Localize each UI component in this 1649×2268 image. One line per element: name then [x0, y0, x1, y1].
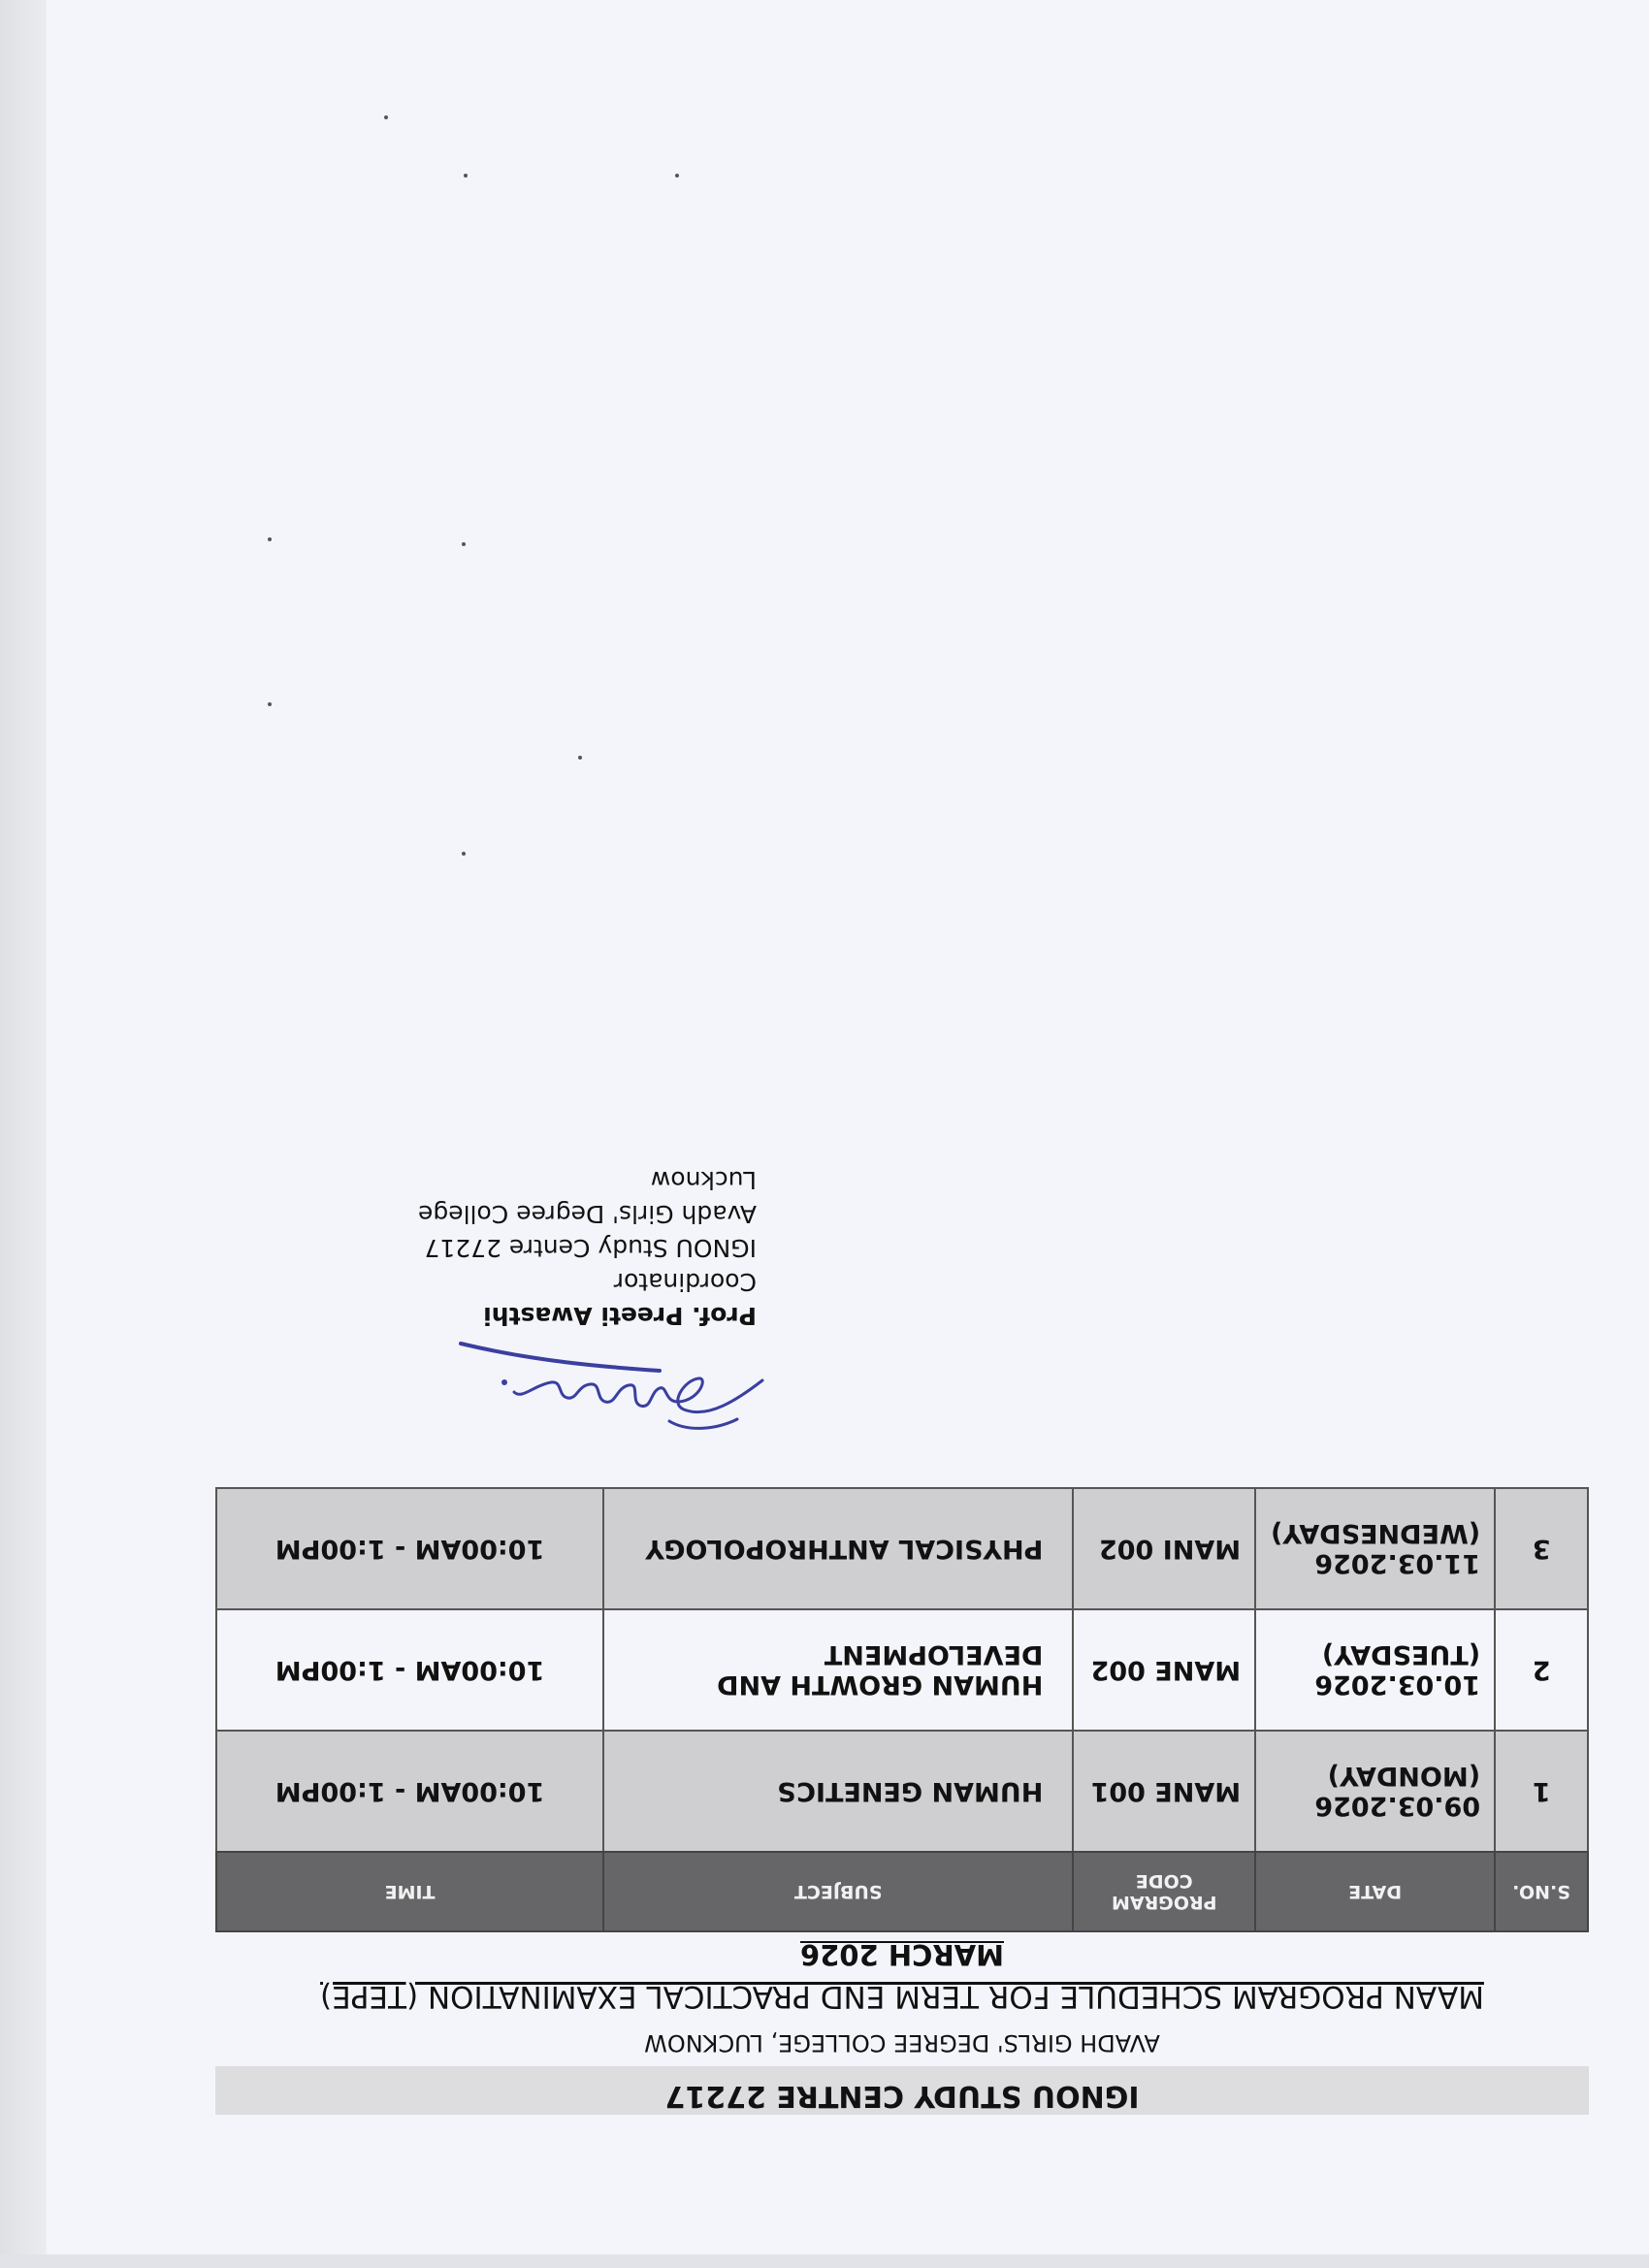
header-time: TIME	[216, 1852, 603, 1931]
exam-schedule-table	[215, 1487, 1589, 1932]
table-row	[216, 1609, 1588, 1731]
scan-speck	[268, 702, 272, 706]
date-value: 09.03.2026	[1314, 1791, 1481, 1822]
header-subject: SUBJECT	[603, 1852, 1073, 1931]
signatory-college: Avadh Girls' Degree College	[417, 1200, 757, 1228]
signatory-centre: IGNOU Study Centre 27217	[424, 1234, 757, 1262]
cell-subject: HUMAN GROWTH AND DEVELOPMENT	[603, 1609, 1073, 1731]
cell-date	[1255, 1488, 1495, 1609]
cell-program-code: MANE 001	[1073, 1731, 1255, 1852]
cell-time: 10:00AM - 1:00PM	[216, 1609, 603, 1731]
handwritten-signature	[446, 1332, 776, 1439]
cell-time: 10:00AM - 1:00PM	[216, 1488, 603, 1609]
cell-time: 10:00AM - 1:00PM	[216, 1731, 603, 1852]
signatory-name: Prof. Preeti Awasthi	[483, 1302, 757, 1330]
signature-block	[407, 1166, 757, 1439]
day-value: (WEDNESDAY)	[1271, 1518, 1481, 1549]
scan-speck	[462, 852, 466, 856]
scan-speck	[462, 542, 466, 546]
date-value: 10.03.2026	[1314, 1669, 1481, 1701]
day-value: (MONDAY)	[1327, 1761, 1481, 1792]
signatory-city: Lucknow	[650, 1166, 757, 1194]
cell-subject: PHYSICAL ANTHROPOLOGY	[603, 1488, 1073, 1609]
scan-speck	[268, 537, 272, 541]
cell-sno: 1	[1495, 1731, 1588, 1852]
date-value: 11.03.2026	[1314, 1548, 1481, 1579]
cell-subject: HUMAN GENETICS	[603, 1731, 1073, 1852]
scan-speck	[675, 174, 679, 178]
table-row	[216, 1731, 1588, 1852]
signatory-designation: Coordinator	[613, 1268, 757, 1296]
cell-program-code: MANI 002	[1073, 1488, 1255, 1609]
cell-sno: 3	[1495, 1488, 1588, 1609]
cell-date	[1255, 1609, 1495, 1731]
scan-speck	[464, 174, 468, 178]
scan-speck	[578, 756, 582, 760]
day-value: (TUESDAY)	[1321, 1639, 1481, 1670]
scan-speck	[384, 115, 388, 119]
cell-date	[1255, 1731, 1495, 1852]
college-title: AVADH GIRLS' DEGREE COLLEGE, LUCKNOW	[644, 2029, 1160, 2057]
month-heading: MARCH 2026	[800, 1938, 1004, 1971]
cell-program-code: MANE 002	[1073, 1609, 1255, 1731]
header-sno: S.NO.	[1495, 1852, 1588, 1931]
header-program-code: PROGRAM CODE	[1073, 1852, 1255, 1931]
header-date: DATE	[1255, 1852, 1495, 1931]
cell-sno: 2	[1495, 1609, 1588, 1731]
table-row	[216, 1488, 1588, 1609]
schedule-heading: MAAN PROGRAM SCHEDULE FOR TERM END PRACTICAL EXAMINATION (TEPE)	[320, 1979, 1484, 2014]
table-header-row	[216, 1852, 1588, 1931]
centre-title: IGNOU STUDY CENTRE 27217	[664, 2079, 1140, 2113]
